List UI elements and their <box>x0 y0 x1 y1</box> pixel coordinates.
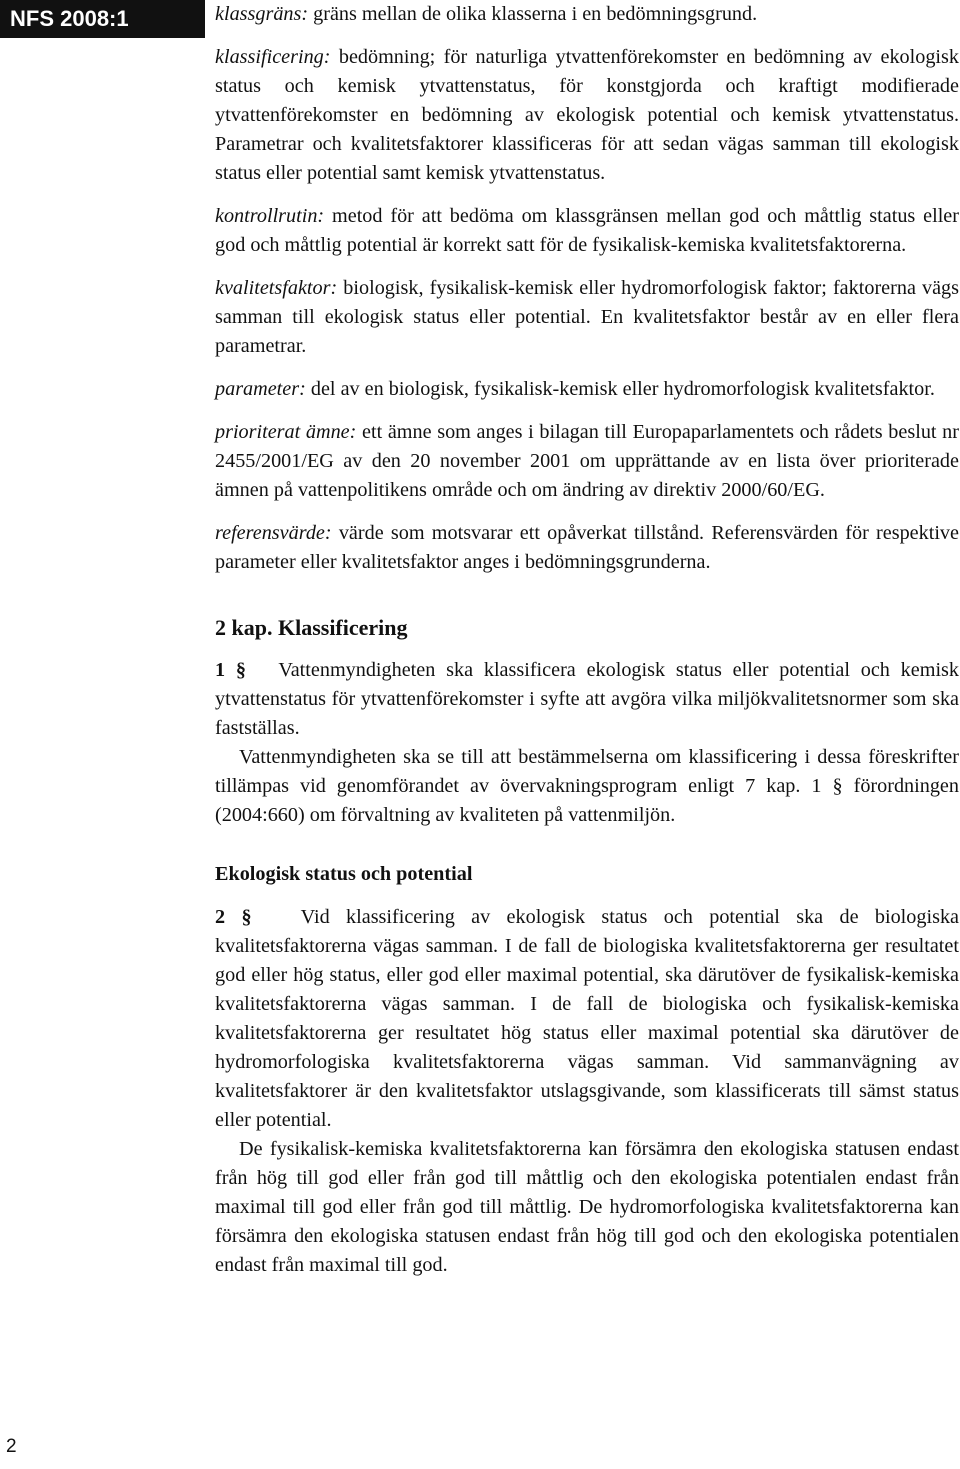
definition-term: kontrollrutin: <box>215 205 325 227</box>
definition-kvalitetsfaktor <box>215 274 959 361</box>
document-body <box>215 0 959 1280</box>
definition-text: värde som motsvarar ett opåverkat tillstånd. Referensvärden för respektive parameter eller kvalitetsfaktor anges i bedömningsgrunderna. <box>215 522 959 573</box>
definition-parameter <box>215 375 959 404</box>
definition-term: referensvärde: <box>215 522 332 544</box>
definition-text: metod för att bedöma om klassgränsen mellan god och måttlig status eller god och måttlig potential är korrekt satt för de fysikalisk-kemiska kvalitetsfaktorerna. <box>215 205 959 256</box>
definition-text: gräns mellan de olika klasserna i en bedömningsgrund. <box>308 3 758 25</box>
definition-prioriterat-amne <box>215 418 959 505</box>
document-header: NFS 2008:1 <box>0 0 205 38</box>
section-text: Vattenmyndigheten ska klassificera ekologisk status eller potential och kemisk ytvattenstatus för ytvattenförekomster i syfte att avgöra vilka miljökvalitetsnormer som ska fastställas. <box>215 659 959 739</box>
page-number: 2 <box>6 1436 17 1457</box>
subheading: Ekologisk status och potential <box>215 863 473 885</box>
chapter-heading: 2 kap. Klassificering <box>215 615 408 640</box>
section-number: 1 § <box>215 659 246 681</box>
definition-text: del av en biologisk, fysikalisk-kemisk eller hydromorfologisk kvalitetsfaktor. <box>305 378 935 400</box>
definition-term: prioriterat ämne: <box>215 421 357 443</box>
definition-text: biologisk, fysikalisk-kemisk eller hydromorfologisk faktor; faktorerna vägs samman till ekologisk status eller potential. En kvalitetsfaktor består av en eller flera parametrar. <box>215 277 959 357</box>
section-1-paragraph-2: Vattenmyndigheten ska se till att bestämmelserna om klassificering i dessa föreskrifter tillämpas vid genomförandet av övervakningsprogram enligt 7 kap. 1 § förordningen (2004:660) om förvaltning av kvaliteten på vattenmiljön. <box>215 746 959 826</box>
definition-klassgrans <box>215 0 959 29</box>
definition-term: klassificering: <box>215 46 331 68</box>
definition-kontrollrutin <box>215 202 959 260</box>
definition-text: bedömning; för naturliga ytvattenförekomster en bedömning av ekologisk status och kemisk ytvattenstatus, för konstgjorda och kraftigt modifierade ytvattenförekomster en bedömning av ekologisk potential och kemisk ytvattenstatus. Parametrar och kvalitetsfaktorer klassificeras för att sedan vägas samman till ekologisk status eller potential samt kemisk ytvattenstatus. <box>215 46 959 184</box>
definition-text: ett ämne som anges i bilagan till Europaparlamentets och rådets beslut nr 2455/2001/EG av den 20 november 2001 om upprättande av en lista över prioriterade ämnen på vattenpolitikens område och om ändring av direktiv 2000/60/EG. <box>215 421 959 501</box>
section-2-paragraph-2: De fysikalisk-kemiska kvalitetsfaktorerna kan försämra den ekologiska statusen endast från hög till god eller från god till måttlig och den ekologiska potentialen endast från maximal till god eller från god till måttlig. De hydromorfologiska kvalitetsfaktorerna kan försämra den ekologiska statusen endast från hög till god och den ekologiska potentialen endast från maximal till god. <box>215 1138 959 1276</box>
section-text: Vid klassificering av ekologisk status och potential ska de biologiska kvalitetsfaktorerna vägas samman. I de fall de biologiska kvalitetsfaktorerna ger resultatet god eller hög status, eller god eller maximal potential, ska därutöver de fysikalisk-kemiska kvalitetsfaktorerna vägas samman. I de fall de biologiska och fysikalisk-kemiska kvalitetsfaktorerna ger resultatet hög status eller maximal potential ska därutöver de hydromorfologiska kvalitetsfaktorerna vägas samman. Vid sammanvägning av kvalitetsfaktorer är den kvalitetsfaktor utslagsgivande, som klassificerats till sämst status eller potential. <box>215 906 960 1131</box>
definition-term: klassgräns: <box>215 3 309 25</box>
section-number: 2 § <box>215 906 252 928</box>
definition-referensvarde <box>215 519 959 577</box>
section-1-paragraph <box>215 656 959 743</box>
section-2-paragraph <box>215 903 959 1135</box>
definition-term: parameter: <box>215 378 306 400</box>
definition-term: kvalitetsfaktor: <box>215 277 338 299</box>
definition-klassificering <box>215 43 959 188</box>
